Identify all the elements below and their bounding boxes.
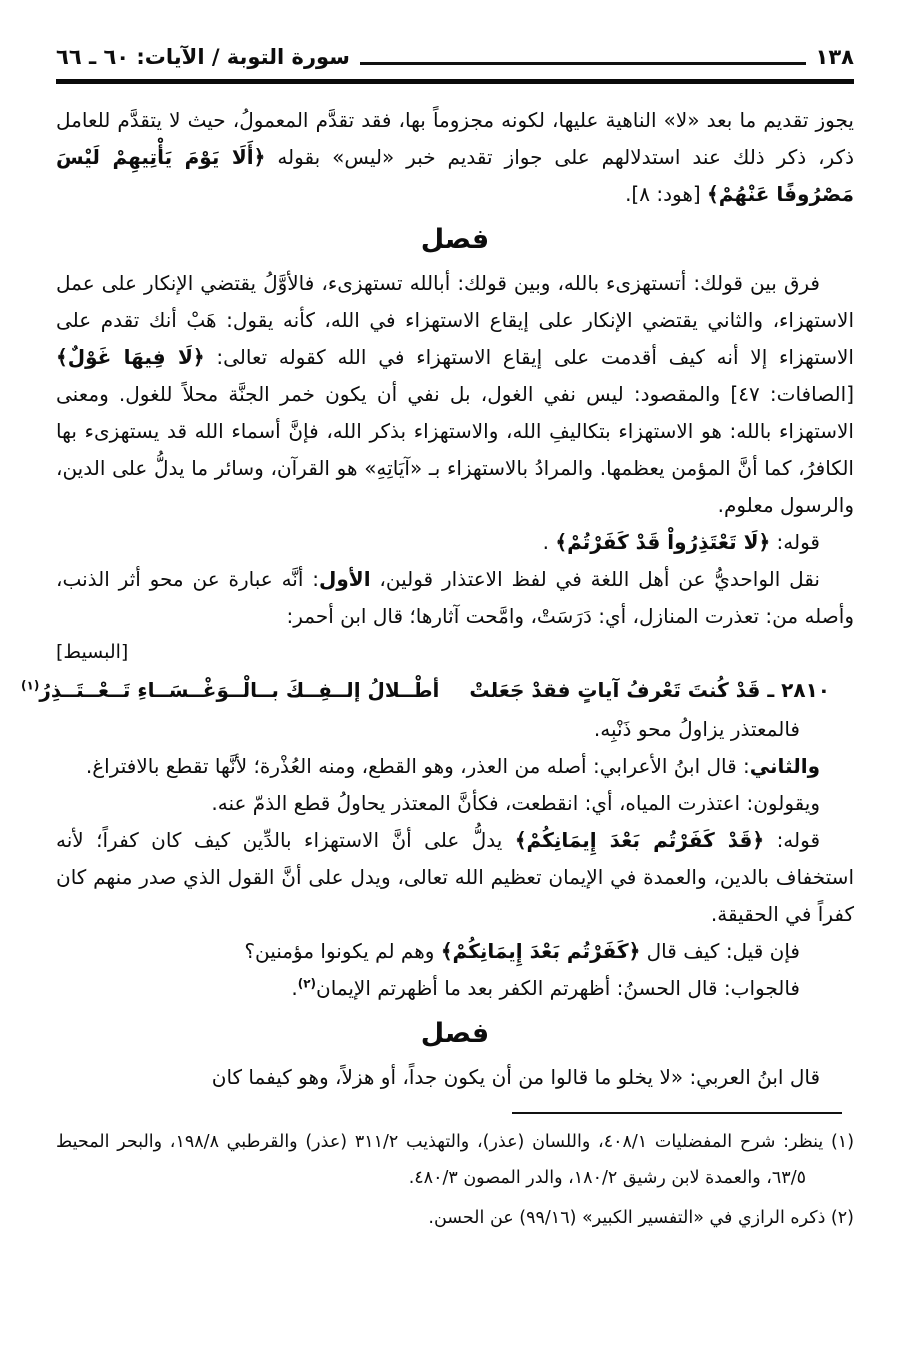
footnote-1: (١) ينظر: شرح المفضليات ٤٠٨/١، واللسان (عذر)، والتهذيب ٣١١/٢ (عذر) والقرطبي ١٩٨/٨، والبحر المحيط ٦٣/٥، والعمدة لابن رشيق ١٨٠/٢، والدر المصون ٤٨٠/٣. xyxy=(56,1132,855,1188)
footnote-divider-rule xyxy=(512,1112,842,1114)
paragraph-qawluhu-la-tatadhiru xyxy=(56,524,854,561)
text-run: . xyxy=(542,530,556,554)
text-run: [الصافات: ٤٧] والمقصود: ليس نفي الغول، بل نفي أن يكون خمر الجنَّة محلاً للغول. ومعنى الاستهزاء بالله: هو الاستهزاء بتكاليفِ الله، والاستهزاء بذكر الله، فإنَّ أسماء الله قد يستهزىء بها الكافرُ، كما أنَّ المؤمن يعظمها. والمرادُ بالاستهزاء بـ «آيَاتِهِ» هو القرآن، وسائر ما يدلُّ على الدين، والرسول معلوم. xyxy=(56,382,854,517)
text-run: نقل الواحديُّ عن أهل اللغة في لفظ الاعتذار قولين، xyxy=(370,567,820,591)
footnote-reference-1: (١) xyxy=(21,678,40,693)
paragraph-second-opinion xyxy=(56,748,854,785)
text-run: فإن قيل: كيف قال xyxy=(640,939,800,963)
bold-word-first-opinion: الأول xyxy=(319,567,371,591)
poetry-verse-2810 xyxy=(21,669,854,711)
paragraph-ibn-alarabi: قال ابنُ العربي: «لا يخلو ما قالوا من أن يكون جداً، أو هزلاً، وهو كيفما كان xyxy=(211,1065,820,1089)
surah-header-title: سورة التوبة / الآيات: ٦٠ ـ ٦٦ xyxy=(56,45,350,69)
header-rule xyxy=(360,61,806,65)
poetry-second-hemistich xyxy=(21,670,439,710)
poetry-meter-label: [البسيط] xyxy=(56,641,129,663)
page-content xyxy=(21,102,854,1096)
paragraph-qad-kafartum xyxy=(56,822,854,933)
paragraph-grammar-note xyxy=(56,102,854,213)
bold-word-second-opinion: والثاني xyxy=(749,754,820,778)
text-run: قوله: xyxy=(770,530,820,554)
page-number: ١٣٨ xyxy=(815,45,854,69)
text-run: : قال ابنُ الأعرابي: أصله من العذر، وهو القطع، ومنه العُذْرة؛ لأنَّها تقطع بالافتراغ. xyxy=(85,754,750,778)
footnote-reference-2: (٢) xyxy=(297,976,317,991)
text-run: قوله: xyxy=(764,828,821,852)
header-thick-rule xyxy=(56,79,854,84)
text-run: يجوز تقديم ما بعد «لا» الناهية عليها، لكونه مجزوماً بها، فقد تقدَّم المعمولُ، حيث لا يتقدَّم للعامل ذكر، ذكر ذلك عند استدلالهم على جواز تقديم خبر «ليس» بقوله xyxy=(56,108,854,169)
footnotes-section xyxy=(56,1124,854,1236)
text-run: فرق بين قولك: أتستهزىء بالله، وبين قولك: أبالله تستهزىء، فالأوَّلُ يقتضي الإنكار على عمل الاستهزاء، والثاني يقتضي الإنكار على إيقاع الاستهزاء في الله، كأنه يقول: هَبْ أنك تقدم على الاستهزاء إلا أنه كيف أقدمت على إيقاع الاستهزاء في الله كقوله تعالى: xyxy=(56,271,854,369)
text-run: [هود: ٨]. xyxy=(625,182,708,206)
text-run: : أنَّه عبارة عن محو أثر الذنب، وأصله من: تعذرت المنازل، أي: دَرَسَتْ، وامَّحت آثارها؛ قال ابن أحمر: xyxy=(56,567,854,628)
paragraph-istihza-explanation xyxy=(56,265,854,524)
quran-verse-hud: ﴿أَلَا يَوْمَ يَأْتِيهِمْ لَيْسَ مَصْرُوفًا عَنْهُمْ﴾ xyxy=(56,145,854,206)
quran-verse-kafartum: ﴿كَفَرْتُم بَعْدَ إِيمَانِكُمْ﴾ xyxy=(440,939,641,963)
verse-number: ٢٨١٠ ـ xyxy=(767,678,830,702)
quran-verse-saffat: ﴿لَا فِيهَا غَوْلٌ﴾ xyxy=(56,345,205,369)
paragraph-wahidi-quote xyxy=(56,561,854,635)
paragraph-itadharat-almiyah: ويقولون: اعتذرت المياه، أي: انقطعت، فكأنَّ المعتذر يحاولُ قطع الذمّ عنه. xyxy=(211,791,820,815)
footnote-2: (٢) ذكره الرازي في «التفسير الكبير» (٩٩/١٦) عن الحسن. xyxy=(428,1208,854,1228)
text-run: فالجواب: قال الحسنُ: أظهرتم الكفر بعد ما أظهرتم الإيمان xyxy=(316,976,800,1000)
section-heading-fasl-1: فصل xyxy=(420,224,490,255)
text-run: يدلُّ على أنَّ الاستهزاء بالدِّين كيف كان كفراً؛ لأنه استخفاف بالدين، والعمدة في الإيمان تعظيم الله تعالى، ويدل على أنَّ القول الذي صدر منهم كان كفراً في الحقيقة. xyxy=(56,828,854,926)
quran-verse-qad-kafartum: ﴿قَدْ كَفَرْتُم بَعْدَ إِيمَانِكُمْ﴾ xyxy=(514,828,765,852)
quran-verse-la-tatadhiru: ﴿لَا تَعْتَذِرُواْ قَدْ كَفَرْتُمْ﴾ xyxy=(555,530,771,554)
hemistich-text: أطْــلالُ إلــفِــكَ بــالْــوَغْــسَــاءِ تَــعْــتَــذِرُ xyxy=(39,678,440,702)
paragraph-question xyxy=(56,933,854,970)
paragraph-answer-hasan xyxy=(56,970,854,1007)
text-run: وهم لم يكونوا مؤمنين؟ xyxy=(244,939,441,963)
hemistich-text: قَدْ كُنتَ تَعْرفُ آياتٍ فقدْ جَعَلتْ xyxy=(469,678,761,702)
paragraph-mutadhir-meaning: فالمعتذر يزاولُ محو ذَنْبِه. xyxy=(593,717,800,741)
text-run: . xyxy=(291,976,298,1000)
page-header xyxy=(56,44,854,70)
poetry-first-hemistich xyxy=(469,670,830,710)
section-heading-fasl-2: فصل xyxy=(420,1018,490,1049)
